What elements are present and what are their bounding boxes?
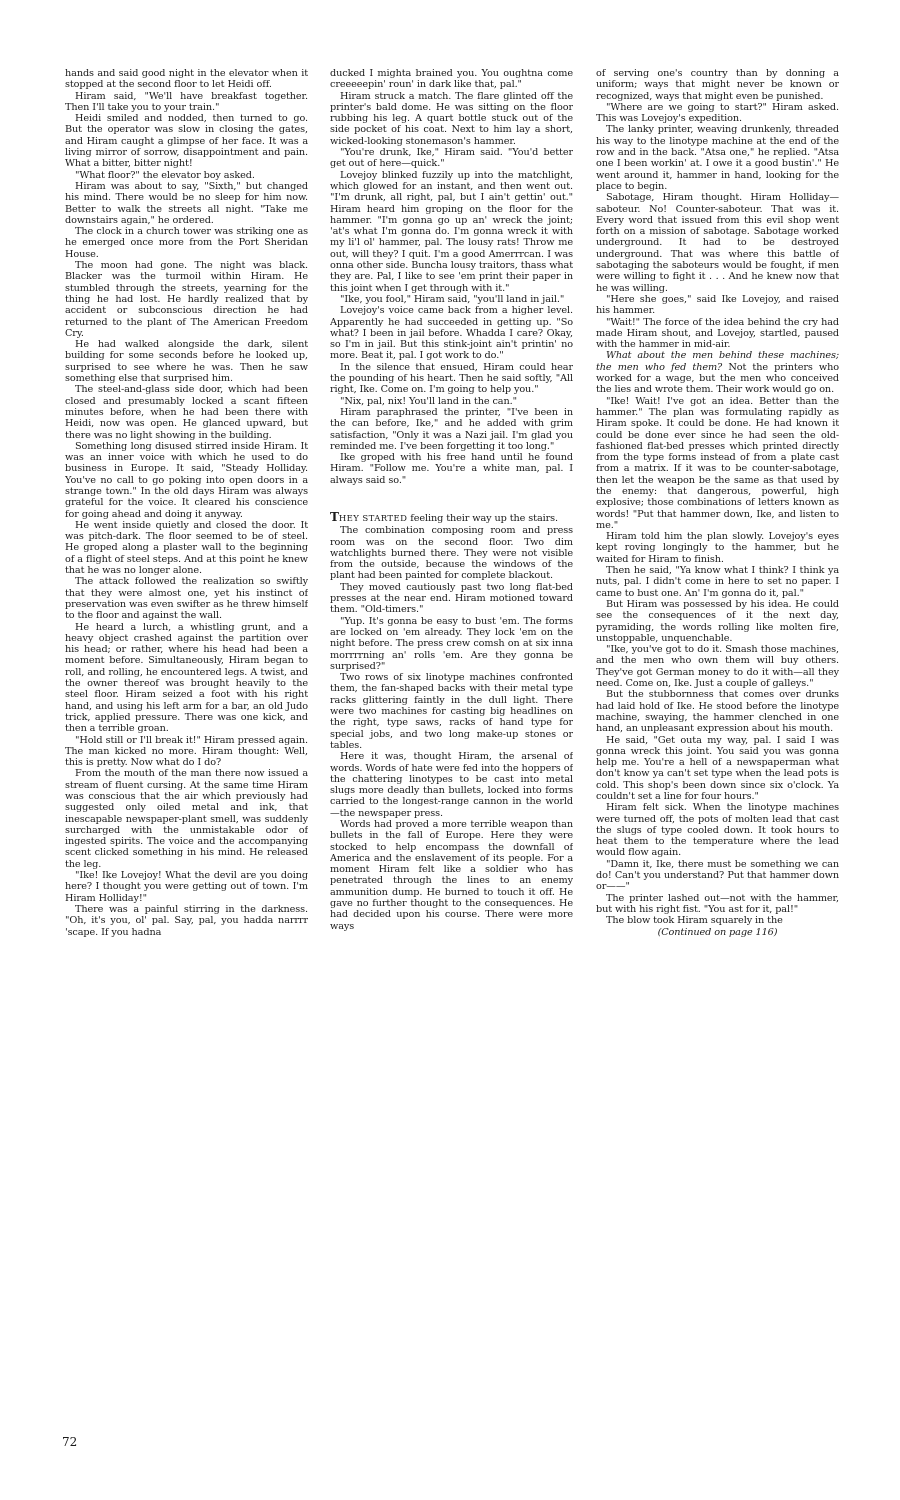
paragraph: "Ike, you fool," Hiram said, "you'll land in jail." bbox=[340, 293, 565, 305]
drop-cap: T bbox=[330, 509, 339, 524]
continued-notice bbox=[596, 927, 839, 938]
paragraph: "You're drunk, Ike," Hiram said. "You'd better get out of here—quick." bbox=[330, 147, 573, 170]
paragraph: Heidi smiled and nodded, then turned to go. But the operator was slow in closing the gates, and Hiram caught a glimpse of her face. It was a living mirror of sorrow, disappointment and pain. What a bitter, bitter night! bbox=[65, 113, 308, 170]
paragraph: But the stubbornness that comes over drunks had laid hold of Ike. He stood before the linotype machine, swaying, the hammer clenched in one hand, an unpleasant expression about his mouth. bbox=[596, 689, 839, 735]
paragraph: He said, "Get outa my way, pal. I said I was gonna wreck this joint. You said you was gonna help me. You're a hell of a newspaperman what don't know ya can't set type when the lead pots is cold. This shop's been down since six o'clock. Ya couldn't set a line for four hours." bbox=[596, 734, 839, 802]
paragraph: The combination composing room and press room was on the second floor. Two dim watchlights burned there. They were not visible from the outside, because the windows of the plant had been painted for complete blackout. bbox=[330, 525, 573, 582]
paragraph: He went inside quietly and closed the door. It was pitch-dark. The floor seemed to be of steel. He groped along a plaster wall to the beginning of a flight of steel steps. And at this point he knew that he was no longer alone. bbox=[65, 519, 308, 577]
paragraph: Lovejoy's voice came back from a higher level. Apparently he had succeeded in getting up. "So what? I been in jail before. Whadda I care? Okay, so I'm in jail. But this stink-joint ain't printin' no more. Beat it, pal. I got work to do." bbox=[330, 305, 573, 362]
paragraph: Two rows of six linotype machines confronted them, the fan-shaped backs with their metal type racks glittering faintly in the dull light. There were two machines for casting big headlines on the right, type saws, racks of hand type for special jobs, and two long make-up stones or tables. bbox=[330, 672, 573, 751]
paragraph: The steel-and-glass side door, which had been closed and presumably locked a scant fifteen minutes before, when he had been there with Heidi, now was open. He glanced upward, but there was no light showing in the building. bbox=[65, 384, 308, 441]
paragraph: The blow took Hiram squarely in the bbox=[606, 915, 783, 927]
paragraph: Hiram told him the plan slowly. Lovejoy's eyes kept roving longingly to the hammer, but he waited for Hiram to finish. bbox=[596, 531, 839, 565]
text-column-2 bbox=[330, 68, 573, 1438]
paragraph: Words had proved a more terrible weapon than bullets in the fall of Europe. Here they were stocked to help encompass the downfall of America and the enslavement of its people. For a moment Hiram felt like a soldier who has penetrated through the lines to an enemy ammunition dump. He burned to touch it off. He gave no further thought to the consequences. He had decided upon his course. There were more ways bbox=[330, 819, 573, 932]
paragraph: There was a painful stirring in the darkness. "Oh, it's you, ol' pal. Say, pal, you hadda narrrr 'scape. If you hadna bbox=[65, 903, 308, 938]
paragraph: "Nix, pal, nix! You'll land in the can." bbox=[340, 395, 517, 407]
paragraph: "Ike, you've got to do it. Smash those machines, and the men who own them will buy others. They've got German money to do it with—all they need. Come on, Ike. Just a couple of galleys." bbox=[596, 644, 839, 690]
italic-thought: What about the men behind these machines; the men who fed them? bbox=[596, 350, 839, 373]
text-column-1 bbox=[65, 68, 308, 1438]
paragraph: hands and said good night in the elevator when it stopped at the second floor to let Heidi off. bbox=[65, 68, 308, 91]
paragraph: Something long disused stirred inside Hiram. It was an inner voice with which he used to do business in Europe. It said, "Steady Holliday. You've no call to go poking into open doors in a strange town." In the old days Hiram was always grateful for the voice. It cleared his conscience for going ahead and doing it anyway. bbox=[65, 440, 308, 520]
paragraph: The moon had gone. The night was black. Blacker was the turmoil within Hiram. He stumbled through the streets, yearning for the thing he had lost. He hardly realized that by accident or subconscious direction he had returned to the plant of The American Freedom Cry. bbox=[65, 260, 308, 339]
paragraph: Hiram said, "We'll have breakfast together. Then I'll take you to your train." bbox=[65, 90, 308, 113]
lead-text: feeling their way up the stairs. bbox=[410, 512, 559, 524]
paragraph: ducked I mighta brained you. You oughtna come creeeeepin' roun' in dark like that, pal." bbox=[330, 68, 573, 91]
paragraph: They moved cautiously past two long flat-bed presses at the near end. Hiram motioned toward them. "Old-timers." bbox=[330, 581, 573, 616]
paragraph bbox=[596, 350, 839, 395]
small-caps-lead: HEY STARTED bbox=[338, 513, 408, 524]
paragraph: Sabotage, Hiram thought. Hiram Holliday—saboteur. No! Counter-saboteur. That was it. Every word that issued from this evil shop went forth on a mission of sabotage. Sabotage worked underground. It had to be destroyed underground. That was where this battle of sabotaging the saboteurs would be fought, if men were willing to fight it . . . And he knew now that he was willing. bbox=[596, 192, 839, 294]
page-number: 72 bbox=[62, 1435, 78, 1449]
paragraph: He had walked alongside the dark, silent building for some seconds before he looked up, surprised to see where he was. Then he saw something else that surprised him. bbox=[65, 339, 308, 385]
paragraph: of serving one's country than by donning a uniform; ways that might never be known or recognized, ways that might even be punished. bbox=[596, 68, 839, 102]
paragraph: "Damn it, Ike, there must be something we can do! Can't you understand? Put that hammer down or——" bbox=[596, 858, 839, 893]
paragraph: "Where are we going to start?" Hiram asked. This was Lovejoy's expedition. bbox=[596, 101, 839, 125]
paragraph: In the silence that ensued, Hiram could hear the pounding of his heart. Then he said softly, "All right, Ike. Come on. I'm going to help you." bbox=[330, 361, 573, 396]
continued-text: (Continued on page 116) bbox=[657, 926, 778, 938]
paragraph: The printer lashed out—not with the hammer, but with his right fist. "You ast for it, pal!" bbox=[596, 892, 839, 915]
paragraph: Hiram struck a match. The flare glinted off the printer's bald dome. He was sitting on the floor rubbing his leg. A quart bottle stuck out of the side pocket of his coat. Next to him lay a short, wicked-looking stonemason's hammer. bbox=[330, 90, 573, 147]
paragraph: Hiram felt sick. When the linotype machines were turned off, the pots of molten lead that cast the slugs of type cooled down. It took hours to heat them to the temperature where the lead would flow again. bbox=[596, 802, 839, 859]
paragraph: The lanky printer, weaving drunkenly, threaded his way to the linotype machine at the end of the row and in the back. "Atsa one," he replied. "Atsa one I been workin' at. I owe it a good bustin'." He went around it, hammer in hand, looking for the place to begin. bbox=[596, 124, 839, 192]
paragraph: Then he said, "Ya know what I think? I think ya nuts, pal. I didn't come in here to set no paper. I came to bust one. An' I'm gonna do it, pal." bbox=[596, 565, 839, 599]
paragraph: "Wait!" The force of the idea behind the cry had made Hiram shout, and Lovejoy, startled, paused with the hammer in mid-air. bbox=[596, 316, 839, 351]
paragraph: "Hold still or I'll break it!" Hiram pressed again. The man kicked no more. Hiram thought: Well, this is pretty. Now what do I do? bbox=[65, 734, 308, 769]
paragraph: But Hiram was possessed by his idea. He could see the consequences of it the next day, pyramiding, the words rolling like molten fire, unstoppable, unquenchable. bbox=[596, 598, 839, 644]
paragraph: Hiram was about to say, "Sixth," but changed his mind. There would be no sleep for him now. Better to walk the streets all night. "Take me downstairs again," he ordered. bbox=[65, 180, 308, 226]
paragraph: "Ike! Ike Lovejoy! What the devil are you doing here? I thought you were getting out of town. I'm Hiram Holliday!" bbox=[65, 870, 308, 904]
paragraph-text: Not the printers who worked for a wage, but the men who conceived the lies and wrote them. Their work would go on. bbox=[596, 361, 839, 396]
paragraph: Lovejoy blinked fuzzily up into the matchlight, which glowed for an instant, and then went out. "I'm drunk, all right, pal, but I ain't gettin' out." Hiram heard him groping on the floor for the hammer. "I'm gonna go up an' wreck the joint; 'at's what I'm gonna do. I'm gonna wreck it with my li'l ol' hammer, pal. The lousy rats! Throw me out, will they? I quit. I'm a good Amerrrcan. I was onna other side. Buncha lousy traitors, thass what they are. Pal, I like to see 'em print their paper in this joint when I get through with it." bbox=[330, 169, 573, 294]
paragraph: Here it was, thought Hiram, the arsenal of words. Words of hate were fed into the hoppers of the chattering linotypes to be cast into metal slugs more deadly than bullets, locked into forms carried to the longest-range cannon in the world—the newspaper press. bbox=[330, 751, 573, 819]
paragraph: Ike groped with his free hand until he found Hiram. "Follow me. You're a white man, pal. I always said so." bbox=[330, 452, 573, 486]
paragraph: From the mouth of the man there now issued a stream of fluent cursing. At the same time Hiram was conscious that the air which previously had suggested only oiled metal and ink, that inescapable newspaper-plant smell, was suddenly surcharged with the unmistakable odor of ingested spirits. The voice and the accompanying scent clicked something in his mind. He released the leg. bbox=[65, 768, 308, 870]
paragraph: Hiram paraphrased the printer, "I've been in the can before, Ike," and he added with grim satisfaction, "Only it was a Nazi jail. I'm glad you reminded me. I've been forgetting it too long." bbox=[330, 406, 573, 452]
section-break bbox=[330, 486, 573, 512]
paragraph: "What floor?" the elevator boy asked. bbox=[75, 169, 255, 181]
paragraph: "Yup. It's gonna be easy to bust 'em. The forms are locked on 'em already. They lock 'em on the night before. The press crew comsh on at six inna morrrrning an' rolls 'em. Are they gonna be surprised?" bbox=[330, 615, 573, 672]
paragraph: "Ike! Wait! I've got an idea. Better than the hammer." The plan was formulating rapidly as Hiram spoke. It could be done. He had known it could be done ever since he had seen the old-fashioned flat-bed presses which printed directly from the type forms instead of from a plate cast from a matrix. If it was to be counter-sabotage, then let the weapon be the same as that used by the enemy: that dangerous, powerful, high explosive; those combinations of letters known as words! "Put that hammer down, Ike, and listen to me." bbox=[596, 395, 839, 531]
paragraph: The clock in a church tower was striking one as he emerged once more from the Port Sheridan House. bbox=[65, 226, 308, 260]
text-column-3 bbox=[596, 68, 839, 1488]
section-lead-paragraph bbox=[330, 509, 573, 525]
paragraph: He heard a lurch, a whistling grunt, and a heavy object crashed against the partition over his head; or rather, where his head had been a moment before. Simultaneously, Hiram began to roll, and rolling, he encountered legs. A twist, and the owner thereof was brought heavily to the steel floor. Hiram seized a foot with his right hand, and using his left arm for a bar, an old Judo trick, applied pressure. There was one kick, and then a terrible groan. bbox=[65, 621, 308, 735]
paragraph: "Here she goes," said Ike Lovejoy, and raised his hammer. bbox=[596, 293, 839, 317]
paragraph: The attack followed the realization so swiftly that they were almost one, yet his instinct of preservation was even swifter as he threw himself to the floor and against the wall. bbox=[65, 576, 308, 622]
